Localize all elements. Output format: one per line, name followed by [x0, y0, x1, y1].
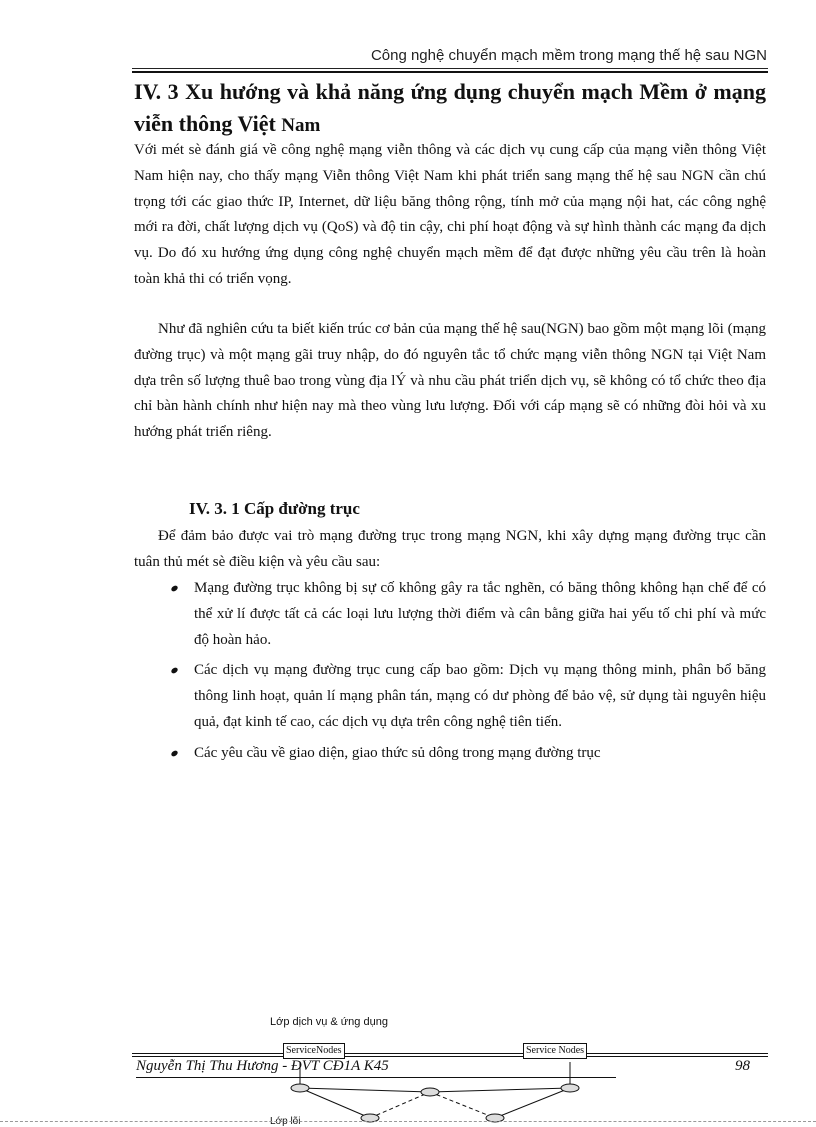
- paragraph-requirements: Để đảm bảo được vai trò mạng đường trục trong mạng NGN, khi xây dựng mạng đường trục cần tuân thủ mét sè điều kiện và yêu cầu sau:: [134, 528, 766, 570]
- router-node: [561, 1084, 579, 1092]
- footer-rule-top: [132, 1053, 768, 1054]
- diagram-layer-label: Lớp dịch vụ & ứng dụng: [270, 1016, 388, 1028]
- diagram-link: [370, 1092, 430, 1118]
- section-title-main: IV. 3 Xu hướng và khả năng ứng dụng chuyển mạch Mềm ở mạng viễn thông Việt: [134, 79, 766, 136]
- footer-author: Nguyễn Thị Thu Hương - ĐVT CĐ1A K45: [136, 1058, 389, 1074]
- page-break-line: [0, 1121, 816, 1122]
- diagram-core-label: Lớp lõi: [270, 1116, 301, 1127]
- subsection-title: IV. 3. 1 Cấp đường trục: [189, 499, 360, 518]
- footer-rule-bottom: [132, 1056, 768, 1057]
- footer-underline: [136, 1077, 616, 1078]
- bullet-icon: [170, 584, 179, 592]
- service-nodes-label-right: Service Nodes: [523, 1043, 587, 1059]
- diagram-link: [430, 1088, 570, 1092]
- page-number: 98: [735, 1058, 750, 1074]
- section-title-tail: Nam: [281, 115, 321, 136]
- diagram-link: [430, 1092, 495, 1118]
- router-node: [291, 1084, 309, 1092]
- running-header: Công nghệ chuyển mạch mềm trong mạng thế hệ sau NGN: [370, 47, 767, 64]
- bullet-icon: [170, 749, 179, 757]
- paragraph-intro: Với mét sè đánh giá về công nghệ mạng viễn thông và các dịch vụ cung cấp của mạng viễn thông Việt Nam hiện nay, cho thấy mạng Viễn thông Việt Nam khi phát triển sang mạng thế hệ sau NGN cần chú trọng tới các giao thức IP, Internet, dữ liệu băng thông rộng, tính mở của mạng nội hat, các công nghệ mới ra đời, chất lượng dịch vụ (QoS) và độ tin cậy, chi phí hoạt động và sự hình thành các mạng đa dịch vụ. Do đó xu hướng ứng dụng công nghệ chuyển mạch mềm để đạt được những yêu cầu trên là hoàn toàn khả thi có triển vọng.: [134, 142, 766, 287]
- section-title: [134, 76, 766, 142]
- diagram-link: [495, 1088, 570, 1118]
- paragraph-architecture: Như đã nghiên cứu ta biết kiến trúc cơ bản của mạng thế hệ sau(NGN) bao gồm một mạng lõi (mạng đường trục) và một mạng gãi truy nhập, do đó nguyên tắc tổ chức mạng viễn thông NGN tại Việt Nam dựa trên số lượng thuê bao trong vùng địa lÝ và nhu cầu phát triển dịch vụ, sẽ không có tổ chức theo địa chỉ bàn hành chính như hiện nay mà theo vùng lưu lượng. Đối với cáp mạng sẽ có những đòi hỏi và xu hướng phát triển riêng.: [134, 321, 766, 441]
- header-rule-thick: [132, 71, 768, 73]
- bullet-icon: [170, 667, 179, 675]
- list-item: Mạng đường trục không bị sự cố không gây ra tắc nghẽn, có băng thông không hạn chế để có thể xử lí được tất cả các loại lưu lượng thời điểm và cân bằng giữa hai yếu tố chi phí và mức độ hoàn hảo.: [168, 576, 766, 653]
- header-rule-thin: [132, 68, 768, 69]
- list-item: Các yêu cầu về giao diện, giao thức sủ dông trong mạng đường trục: [168, 741, 766, 767]
- diagram-link: [300, 1088, 430, 1092]
- requirements-list: [168, 576, 766, 772]
- list-item: Các dịch vụ mạng đường trục cung cấp bao gồm: Dịch vụ mạng thông minh, phân bổ băng thông linh hoạt, quản lí mạng phân tán, mạng có dư phòng để bảo vệ, sử dụng tài nguyên hiệu quả, đạt kinh tế cao, các dịch vụ dựa trên công nghệ tiên tiến.: [168, 658, 766, 735]
- service-nodes-label-left: ServiceNodes: [283, 1043, 345, 1059]
- router-node: [421, 1088, 439, 1096]
- diagram-link: [300, 1088, 370, 1118]
